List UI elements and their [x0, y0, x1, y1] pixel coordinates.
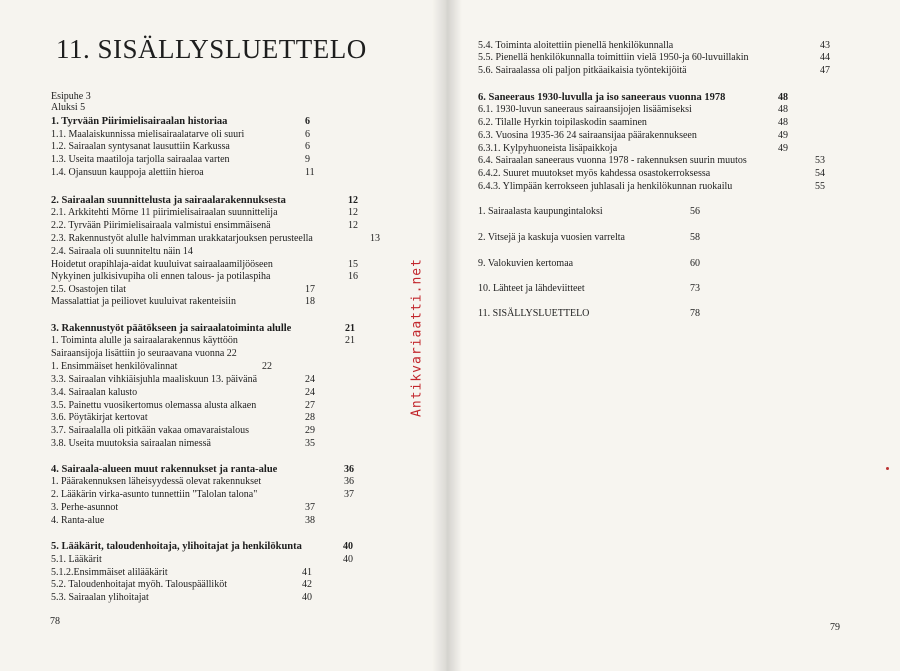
- toc-entry: 2.5. Osastojen tilat: [51, 284, 126, 295]
- toc-entry: 1.3. Useita maatiloja tarjolla sairaalaa varten: [51, 154, 230, 165]
- toc-page-number: 49: [778, 143, 788, 154]
- toc-entry: 4. Ranta-alue: [51, 515, 105, 526]
- toc-page-number: 6: [305, 129, 310, 140]
- toc-page-number: 48: [778, 104, 788, 115]
- toc-page-number: 44: [820, 52, 830, 63]
- toc-entry: 5.5. Pienellä henkilökunnalla toimittiin vielä 1950-ja 60-luvuillakin: [478, 52, 749, 63]
- toc-entry: Hoidetut orapihlaja-aidat kuuluivat sairaalaamiljööseen: [51, 259, 273, 270]
- toc-page-number: 11: [305, 167, 315, 178]
- toc-page-number: 42: [302, 579, 312, 590]
- toc-page-number: 36: [344, 476, 354, 487]
- right-page-number: 79: [830, 622, 840, 633]
- toc-chapter-heading: 2. Sairaalan suunnittelusta ja sairaalarakennuksesta: [51, 195, 286, 206]
- toc-entry: 5.3. Sairaalan ylihoitajat: [51, 592, 149, 603]
- toc-page-number: 55: [815, 181, 825, 192]
- toc-page-number: 15: [348, 259, 358, 270]
- watermark-text: Antikvariaatti.net: [409, 258, 425, 417]
- toc-page-number: 49: [778, 130, 788, 141]
- toc-page-number: 12: [348, 195, 358, 206]
- toc-page-number: 56: [690, 206, 700, 217]
- toc-entry: Sairaansijoja lisättiin jo seuraavana vuonna 22: [51, 348, 237, 359]
- toc-entry: 11. SISÄLLYSLUETTELO: [478, 308, 590, 319]
- toc-page-number: 28: [305, 412, 315, 423]
- toc-page-number: 13: [370, 233, 380, 244]
- toc-page-number: 40: [343, 554, 353, 565]
- toc-chapter-heading: 1. Tyrvään Piirimielisairaalan historiaa: [51, 116, 228, 127]
- toc-page-number: 36: [344, 464, 354, 475]
- watermark-stamp: [397, 250, 425, 430]
- toc-entry: 2.2. Tyrvään Piirimielisairaala valmistui ensimmäisenä: [51, 220, 271, 231]
- toc-page-number: 53: [815, 155, 825, 166]
- toc-page-number: 18: [305, 296, 315, 307]
- toc-page-number: 17: [305, 284, 315, 295]
- toc-page-number: 22: [262, 361, 272, 372]
- toc-entry: 5.1. Lääkärit: [51, 554, 102, 565]
- toc-page-number: 40: [343, 541, 353, 552]
- toc-entry: 2.1. Arkkitehti Mörne 11 piirimielisairaalan suunnittelija: [51, 207, 278, 218]
- toc-entry: 3.7. Sairaalalla oli pitkään vakaa omavaraistalous: [51, 425, 249, 436]
- left-page-number: 78: [50, 616, 60, 627]
- toc-entry: 5.6. Sairaalassa oli paljon pitkäaikaisia työntekijöitä: [478, 65, 687, 76]
- toc-page-number: 21: [345, 323, 355, 334]
- toc-page-number: 48: [778, 92, 788, 103]
- toc-page-number: 40: [302, 592, 312, 603]
- toc-page-number: 73: [690, 283, 700, 294]
- toc-entry: 6.1. 1930-luvun saneeraus sairaansijojen lisäämiseksi: [478, 104, 692, 115]
- toc-entry: 3. Perhe-asunnot: [51, 502, 119, 513]
- toc-page-number: 6: [305, 141, 310, 152]
- toc-page-number: 24: [305, 374, 315, 385]
- toc-chapter-heading: 4. Sairaala-alueen muut rakennukset ja ranta-alue: [51, 464, 278, 475]
- toc-entry: 2.4. Sairaala oli suunniteltu näin 14: [51, 246, 193, 257]
- toc-entry: 2. Vitsejä ja kaskuja vuosien varrelta: [478, 232, 625, 243]
- toc-entry: 6.3.1. Kylpyhuoneista lisäpaikkoja: [478, 143, 618, 154]
- toc-entry: 6.4. Sairaalan saneeraus vuonna 1978 - rakennuksen suurin muutos: [478, 155, 747, 166]
- toc-page-number: 6: [305, 116, 310, 127]
- toc-page-number: 12: [348, 207, 358, 218]
- toc-page-number: 21: [345, 335, 355, 346]
- toc-title: 11. SISÄLLYSLUETTELO: [56, 34, 367, 64]
- toc-entry: 6.4.3. Ylimpään kerrokseen juhlasali ja henkilökunnan ruokailu: [478, 181, 733, 192]
- toc-page-number: 78: [690, 308, 700, 319]
- toc-entry: Massalattiat ja peiliovet kuuluivat rakenteisiin: [51, 296, 236, 307]
- toc-page-number: 27: [305, 400, 315, 411]
- toc-page-number: 48: [778, 117, 788, 128]
- toc-entry: 3.8. Useita muutoksia sairaalan nimessä: [51, 438, 211, 449]
- toc-entry: Nykyinen julkisivupiha oli ennen talous- ja potilaspiha: [51, 271, 271, 282]
- toc-entry: 6.4.2. Suuret muutokset myös kahdessa osastokerroksessa: [478, 168, 711, 179]
- toc-entry: 2.3. Rakennustyöt alulle halvimman urakkatarjouksen perusteella: [51, 233, 313, 244]
- toc-page-number: 38: [305, 515, 315, 526]
- toc-page-number: 41: [302, 567, 312, 578]
- toc-page-number: 60: [690, 258, 700, 269]
- toc-page-number: 54: [815, 168, 825, 179]
- paper-speck: [886, 467, 889, 470]
- toc-entry: 1. Ensimmäiset henkilövalinnat: [51, 361, 178, 372]
- toc-entry: 6.3. Vuosina 1935-36 24 sairaansijaa päärakennukseen: [478, 130, 697, 141]
- book-gutter: [432, 0, 462, 671]
- toc-entry: Aluksi 5: [51, 102, 86, 113]
- toc-chapter-heading: 3. Rakennustyöt päätökseen ja sairaalatoiminta alulle: [51, 323, 292, 334]
- toc-entry: Esipuhe 3: [51, 91, 91, 102]
- toc-page-number: 37: [344, 489, 354, 500]
- right-page: [447, 0, 900, 671]
- left-page: [0, 0, 447, 671]
- toc-entry: 1.2. Sairaalan syntysanat lausuttiin Karkussa: [51, 141, 230, 152]
- toc-entry: 3.3. Sairaalan vihkiäisjuhla maaliskuun 13. päivänä: [51, 374, 258, 385]
- toc-page-number: 9: [305, 154, 310, 165]
- toc-page-number: 37: [305, 502, 315, 513]
- toc-entry: 5.1.2.Ensimmäiset alilääkärit: [51, 567, 168, 578]
- toc-entry: 3.6. Pöytäkirjat kertovat: [51, 412, 148, 423]
- toc-page-number: 47: [820, 65, 830, 76]
- toc-page-number: 35: [305, 438, 315, 449]
- toc-entry: 1. Toiminta alulle ja sairaalarakennus käyttöön: [51, 335, 238, 346]
- toc-entry: 10. Lähteet ja lähdeviitteet: [478, 283, 585, 294]
- toc-entry: 2. Lääkärin virka-asunto tunnettiin "Talolan talona": [51, 489, 258, 500]
- toc-chapter-heading: 6. Saneeraus 1930-luvulla ja iso saneeraus vuonna 1978: [478, 92, 726, 103]
- toc-entry: 3.5. Painettu vuosikertomus olemassa alusta alkaen: [51, 400, 257, 411]
- toc-page-number: 43: [820, 40, 830, 51]
- toc-page-number: 24: [305, 387, 315, 398]
- toc-entry: 6.2. Tilalle Hyrkin toipilaskodin saaminen: [478, 117, 647, 128]
- toc-entry: 9. Valokuvien kertomaa: [478, 258, 574, 269]
- toc-entry: 3.4. Sairaalan kalusto: [51, 387, 138, 398]
- toc-entry: 1.1. Maalaiskunnissa mielisairaalatarve oli suuri: [51, 129, 245, 140]
- toc-entry: 5.2. Taloudenhoitajat myöh. Talouspäälliköt: [51, 579, 227, 590]
- toc-page-number: 12: [348, 220, 358, 231]
- toc-entry: 5.4. Toiminta aloitettiin pienellä henkilökunnalla: [478, 40, 674, 51]
- toc-entry: 1.4. Ojansuun kauppoja alettiin hieroa: [51, 167, 204, 178]
- toc-entry: 1. Päärakennuksen läheisyydessä olevat rakennukset: [51, 476, 262, 487]
- toc-page-number: 29: [305, 425, 315, 436]
- toc-entry: 1. Sairaalasta kaupungintaloksi: [478, 206, 603, 217]
- toc-page-number: 16: [348, 271, 358, 282]
- toc-page-number: 58: [690, 232, 700, 243]
- toc-chapter-heading: 5. Lääkärit, taloudenhoitaja, ylihoitajat ja henkilökunta: [51, 541, 302, 552]
